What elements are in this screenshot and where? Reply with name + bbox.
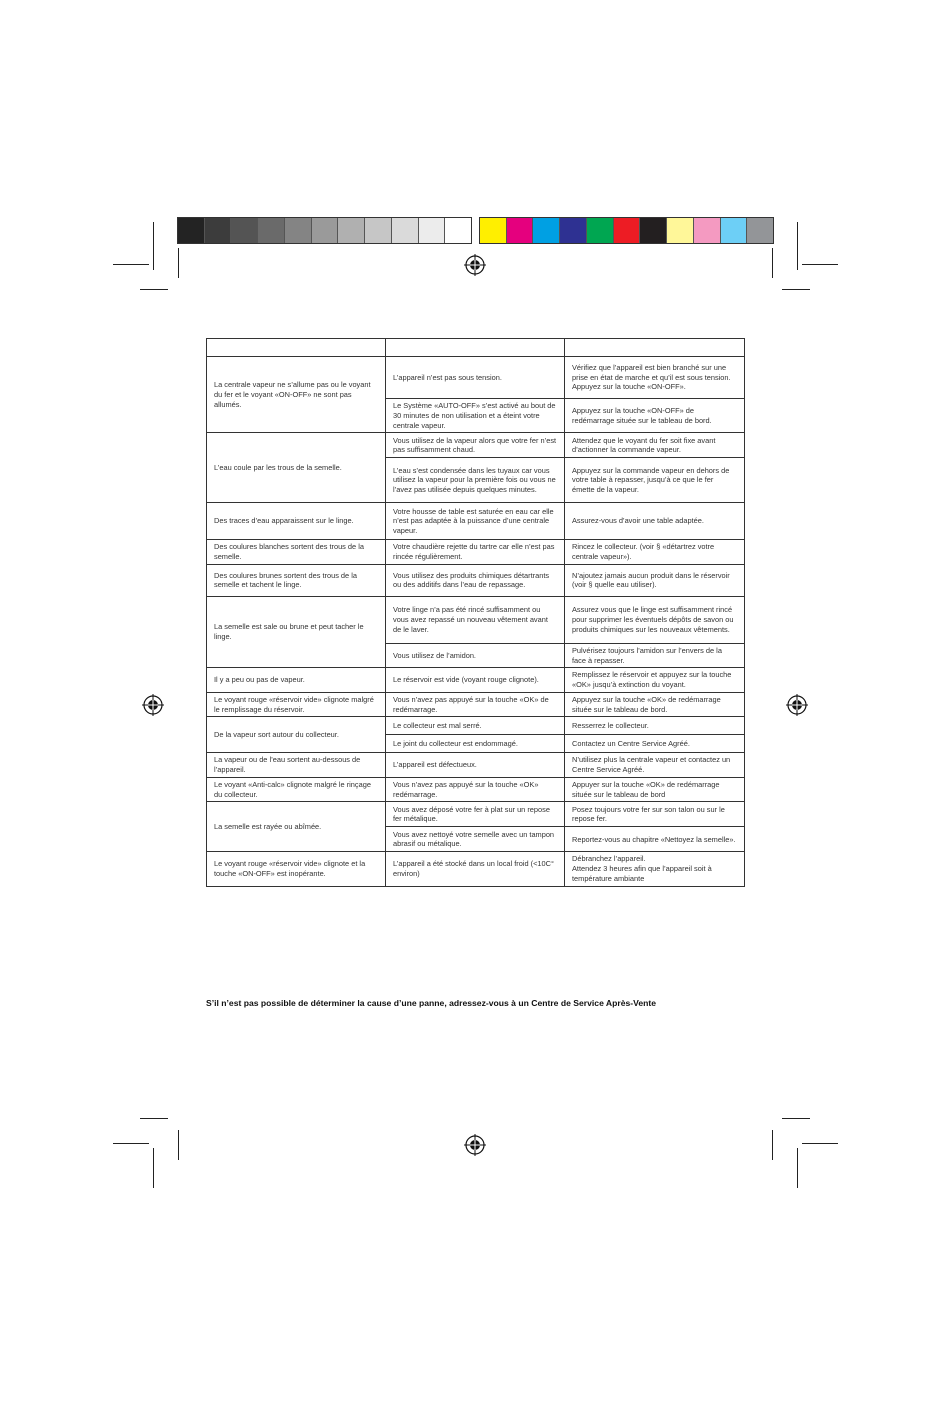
- cause-cell: Vous avez déposé votre fer à plat sur un repose fer métalique.: [386, 802, 565, 827]
- solution-cell: Remplissez le réservoir et appuyez sur la touche «OK» jusqu’à extinction du voyant.: [565, 668, 745, 693]
- problem-cell: Des coulures brunes sortent des trous de la semelle et tachent le linge.: [207, 564, 386, 596]
- color-swatch: [694, 218, 721, 243]
- solution-cell: Pulvérisez toujours l’amidon sur l’envers de la face à repasser.: [565, 643, 745, 668]
- solution-cell: Resserrez le collecteur.: [565, 717, 745, 735]
- problem-cell: Il y a peu ou pas de vapeur.: [207, 668, 386, 693]
- table-row: [207, 596, 745, 643]
- color-swatch: [285, 218, 312, 243]
- color-swatch: [560, 218, 587, 243]
- cause-cell: Le collecteur est mal serré.: [386, 717, 565, 735]
- table-row: [207, 540, 745, 565]
- header-solution: [565, 339, 745, 357]
- table-row: [207, 852, 745, 886]
- color-swatch: [312, 218, 339, 243]
- color-swatch: [480, 218, 507, 243]
- cause-cell: Votre housse de table est saturée en eau car elle n’est pas adaptée à la puissance d’une centrale vapeur.: [386, 503, 565, 540]
- problem-cell: De la vapeur sort autour du collecteur.: [207, 717, 386, 753]
- color-swatch: [205, 218, 232, 243]
- color-swatch: [392, 218, 419, 243]
- solution-cell: Contactez un Centre Service Agréé.: [565, 735, 745, 753]
- table-row: [207, 503, 745, 540]
- cause-cell: Vous utilisez de la vapeur alors que votre fer n’est pas suffisamment chaud.: [386, 433, 565, 458]
- header-problem: [207, 339, 386, 357]
- cause-cell: Le joint du collecteur est endommagé.: [386, 735, 565, 753]
- table-row: [207, 564, 745, 596]
- table-row: [207, 692, 745, 717]
- cause-cell: Vous n’avez pas appuyé sur la touche «OK» de redémarrage.: [386, 692, 565, 717]
- table-row: [207, 753, 745, 778]
- cause-cell: L’appareil est défectueux.: [386, 753, 565, 778]
- registration-mark-top-icon: [464, 254, 486, 276]
- color-swatch: [640, 218, 667, 243]
- table-row: [207, 433, 745, 458]
- problem-cell: La centrale vapeur ne s’allume pas ou le voyant du fer et le voyant «ON-OFF» ne sont pas allumés.: [207, 357, 386, 433]
- color-swatch: [365, 218, 392, 243]
- problem-cell: Le voyant rouge «réservoir vide» clignote et la touche «ON-OFF» est inopérante.: [207, 852, 386, 886]
- solution-cell: Assurez vous que le linge est suffisamment rincé pour supprimer les éventuels dépôts de savon ou produits chimiques sur les nouveaux vêtements.: [565, 596, 745, 643]
- solution-cell: N’utilisez plus la centrale vapeur et contactez un Centre Service Agréé.: [565, 753, 745, 778]
- solution-cell: Reportez-vous au chapitre «Nettoyez la semelle».: [565, 827, 745, 852]
- color-swatch: [614, 218, 641, 243]
- cause-cell: Votre linge n’a pas été rincé suffisamment ou vous avez repassé un nouveau vêtement avant de le laver.: [386, 596, 565, 643]
- color-swatch: [445, 218, 471, 243]
- cause-cell: Vous n’avez pas appuyé sur la touche «OK» redémarrage.: [386, 777, 565, 802]
- problem-cell: La semelle est sale ou brune et peut tacher le linge.: [207, 596, 386, 668]
- cause-cell: L’appareil a été stocké dans un local froid (<10C° environ): [386, 852, 565, 886]
- color-swatch: [231, 218, 258, 243]
- problem-cell: Des traces d’eau apparaissent sur le linge.: [207, 503, 386, 540]
- color-swatch: [338, 218, 365, 243]
- color-swatch: [667, 218, 694, 243]
- table-row: [207, 717, 745, 735]
- problem-cell: L’eau coule par les trous de la semelle.: [207, 433, 386, 503]
- cause-cell: Vous utilisez de l’amidon.: [386, 643, 565, 668]
- table-row: [207, 777, 745, 802]
- table-row: [207, 802, 745, 827]
- cause-cell: L’eau s’est condensée dans les tuyaux car vous utilisez la vapeur pour la première fois ou vous ne l’avez pas utilisée depuis quelques minutes.: [386, 458, 565, 503]
- solution-cell: Rincez le collecteur. (voir § «détartrez votre centrale vapeur»).: [565, 540, 745, 565]
- solution-cell: Posez toujours votre fer sur son talon ou sur le repose fer.: [565, 802, 745, 827]
- registration-mark-right-icon: [786, 694, 808, 716]
- color-swatch: [178, 218, 205, 243]
- after-sales-note: S’il n’est pas possible de déterminer la cause d’une panne, adressez-vous à un Centre de Service Après-Vente: [206, 998, 657, 1008]
- cause-cell: Vous utilisez des produits chimiques détartrants ou des additifs dans l’eau de repassage.: [386, 564, 565, 596]
- color-swatch: [419, 218, 446, 243]
- problem-cell: Des coulures blanches sortent des trous de la semelle.: [207, 540, 386, 565]
- header-cause: [386, 339, 565, 357]
- solution-cell: Débranchez l’appareil. Attendez 3 heures afin que l’appareil soit à température ambiante: [565, 852, 745, 886]
- troubleshooting-table: [206, 338, 745, 887]
- color-swatch: [721, 218, 748, 243]
- color-swatch: [747, 218, 773, 243]
- solution-cell: Appuyez sur la commande vapeur en dehors de votre table à repasser, jusqu’à ce que le fer émette de la vapeur.: [565, 458, 745, 503]
- color-swatch: [587, 218, 614, 243]
- table-header-row: [207, 339, 745, 357]
- cause-cell: Le Système «AUTO-OFF» s’est activé au bout de 30 minutes de non utilisation et a éteint votre centrale vapeur.: [386, 399, 565, 433]
- color-swatch: [533, 218, 560, 243]
- solution-cell: Appuyez sur la touche «OK» de redémarrage située sur le tableau de bord.: [565, 692, 745, 717]
- registration-mark-left-icon: [142, 694, 164, 716]
- table-row: [207, 668, 745, 693]
- cause-cell: Vous avez nettoyé votre semelle avec un tampon abrasif ou métalique.: [386, 827, 565, 852]
- cause-cell: L’appareil n’est pas sous tension.: [386, 357, 565, 399]
- registration-mark-bottom-icon: [464, 1134, 486, 1156]
- color-swatch: [258, 218, 285, 243]
- cause-cell: Le réservoir est vide (voyant rouge clignote).: [386, 668, 565, 693]
- solution-cell: Attendez que le voyant du fer soit fixe avant d’actionner la commande vapeur.: [565, 433, 745, 458]
- color-swatch: [507, 218, 534, 243]
- solution-cell: Vérifiez que l’appareil est bien branché sur une prise en état de marche et qu’il est sous tension. Appuyez sur la touche «ON-OFF».: [565, 357, 745, 399]
- problem-cell: Le voyant rouge «réservoir vide» clignote malgré le remplissage du réservoir.: [207, 692, 386, 717]
- solution-cell: N’ajoutez jamais aucun produit dans le réservoir (voir § quelle eau utiliser).: [565, 564, 745, 596]
- solution-cell: Assurez-vous d’avoir une table adaptée.: [565, 503, 745, 540]
- solution-cell: Appuyez sur la touche «ON-OFF» de redémarrage située sur le tableau de bord.: [565, 399, 745, 433]
- table-row: [207, 357, 745, 399]
- problem-cell: La vapeur ou de l’eau sortent au-dessous de l’appareil.: [207, 753, 386, 778]
- problem-cell: Le voyant «Anti-calc» clignote malgré le rinçage du collecteur.: [207, 777, 386, 802]
- solution-cell: Appuyer sur la touche «OK» de redémarrage située sur le tableau de bord: [565, 777, 745, 802]
- color-calibration-bar: [479, 217, 774, 244]
- cause-cell: Votre chaudière rejette du tartre car elle n’est pas rincée régulièrement.: [386, 540, 565, 565]
- grayscale-calibration-bar: [177, 217, 472, 244]
- problem-cell: La semelle est rayée ou abîmée.: [207, 802, 386, 852]
